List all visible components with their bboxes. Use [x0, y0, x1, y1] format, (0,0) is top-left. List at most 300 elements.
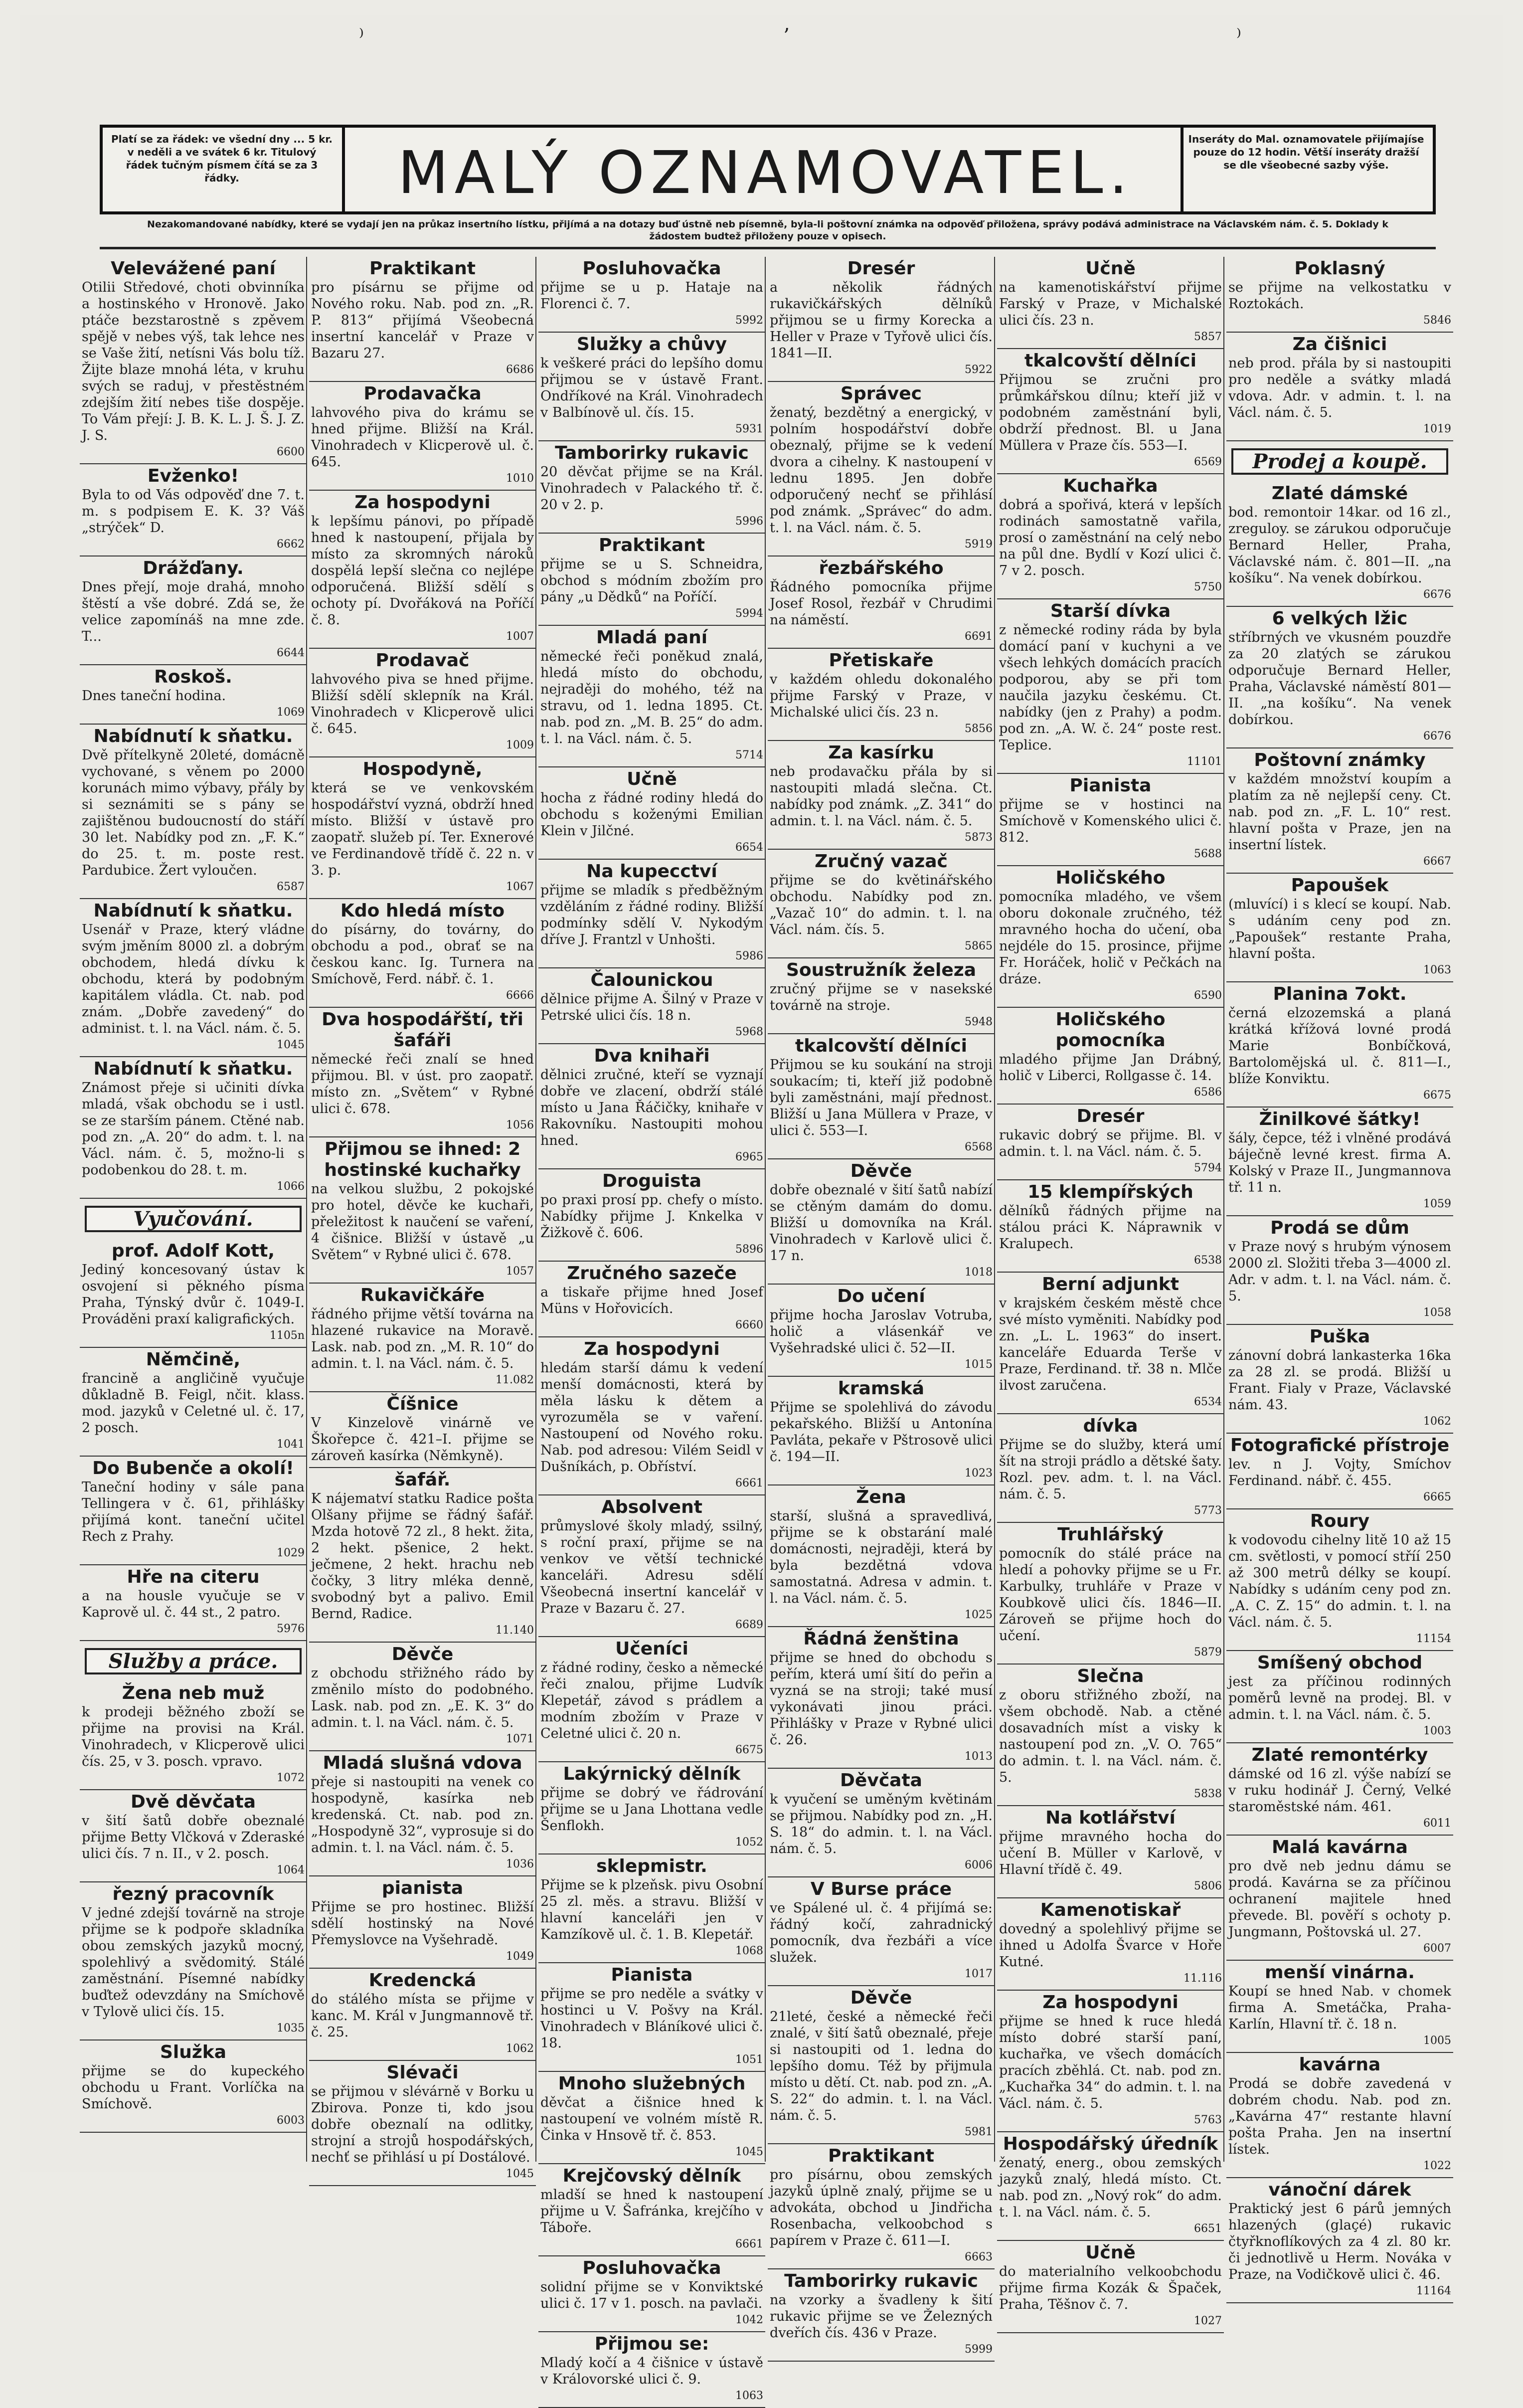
ad-number: 6651: [1194, 2223, 1222, 2235]
ad-column: [309, 257, 536, 2180]
ad-heading: Holičského pomocníka: [1055, 1009, 1166, 1051]
classified-ad: [1226, 1108, 1453, 1216]
ad-heading: Rukavičkáře: [360, 1285, 485, 1305]
ad-heading: Holičského: [1055, 868, 1166, 888]
ad-number: 6675: [735, 1744, 763, 1756]
classified-ad: [997, 1105, 1224, 1180]
classified-ad: [768, 649, 995, 741]
ad-number: 5896: [735, 1243, 763, 1256]
ad-text: Přijmou se zručni pro průmkářskou dílnu; kteří již v podobném zaměstnání byli, obdrží přednost. Bl. u Jana Müllera v Praze čís. 553—I.: [999, 372, 1222, 453]
ad-heading: Nabídnutí k sňatku.: [93, 901, 293, 921]
ad-heading: Číšnice: [386, 1394, 459, 1414]
ad-number: 1027: [1194, 2315, 1222, 2327]
classified-ad: [80, 464, 307, 556]
ad-heading: Prodá se dům: [1270, 1218, 1409, 1238]
ad-heading: Pianista: [611, 1965, 693, 1985]
ad-number: 1003: [1423, 1725, 1451, 1737]
ad-heading: Roury: [1310, 1511, 1370, 1531]
ad-heading: Velevážené paní: [111, 258, 276, 279]
ad-text: pro dvě neb jednu dámu se prodá. Kavárna se za příčinou ochranení majitele hned převede. Bl. pověří s ochoty p. Jungmann, Poštovská ul. 27.: [1228, 1858, 1451, 1940]
ad-number: 1071: [506, 1733, 534, 1745]
classified-ad: [309, 1468, 536, 1643]
classified-ad: [80, 1348, 307, 1457]
ad-heading: Prodavač: [375, 650, 470, 671]
classified-ad: [538, 441, 765, 534]
classified-ad: [309, 257, 536, 382]
ad-heading: Služka: [160, 2042, 227, 2062]
ad-number: 6003: [277, 2114, 305, 2127]
classified-ad: [768, 850, 995, 958]
ad-heading: Truhlářský: [1057, 1524, 1164, 1545]
classified-ad: [997, 1523, 1224, 1665]
ad-number: 1017: [965, 1968, 993, 1980]
ad-heading: Do Bubenče a okolí!: [92, 1458, 294, 1479]
classified-ad: [997, 1898, 1224, 1991]
classified-ad: [80, 1882, 307, 2040]
ad-text: dělníků řádných přijme na stálou práci K. Náprawnik v Kralupech.: [999, 1203, 1222, 1252]
ad-number: 1036: [506, 1858, 534, 1870]
ad-number: 5922: [965, 364, 993, 376]
ad-number: 1041: [277, 1438, 305, 1451]
ad-text: Řádného pomocníka přijme Josef Rosol, řezbář v Chrudimi na náměstí.: [770, 579, 993, 628]
ad-text: děvčat a čišnice hned k nastoupení ve volném místě R. Činka v Hnsově tř. č. 853.: [540, 2095, 763, 2143]
ad-number: 5865: [965, 940, 993, 952]
ad-heading: Puška: [1309, 1326, 1370, 1347]
classified-ad: [538, 2332, 765, 2408]
classified-ad: [768, 1877, 995, 1986]
ad-number: 6569: [1194, 456, 1222, 468]
ad-text: přijme se mladík s předběžným vzděláním z řádné rodiny. Bližší podmínky sdělí V. Nykodým dříve J. Frantzl v Unhošti.: [540, 883, 763, 947]
pricing-note: Platí se za řádek: ve všední dny ... 5 kr. v neděli a ve svátek 6 kr. Titulový řádek tučným písmem čítá se za 3 řádky.: [111, 133, 333, 184]
ad-text: přijme se u p. Hataje na Florenci č. 7.: [540, 280, 763, 312]
ad-text: k vyučení se uměným květinám se přijmou. Nabídky pod zn. „H. S. 18“ do admin. t. l. na Václ. nám. č. 5.: [770, 1792, 993, 1856]
ad-column: [80, 257, 307, 2162]
classified-ad: [309, 1751, 536, 1876]
classified-ad: [768, 1627, 995, 1769]
classified-ad: [538, 1169, 765, 1262]
classified-ad: [1226, 1743, 1453, 1836]
ad-number: 5992: [735, 314, 763, 327]
ad-heading: Němčině,: [146, 1349, 241, 1370]
ad-number: 6666: [506, 989, 534, 1002]
ad-number: 1007: [506, 630, 534, 643]
classified-ad: [538, 1262, 765, 1337]
ad-heading: kavárna: [1299, 2054, 1381, 2075]
ad-number: 1069: [277, 706, 305, 719]
ad-text: pro písárnu, obou zemských jazyků úplně znalý, přijme se u advokáta, obchod u Jindřicha Rosenbacha, velkoobchod s papírem v Praze č. 611—I.: [770, 2167, 993, 2248]
ad-text: neb prod. přála by si nastoupiti pro neděle a svátky mladá vdova. Adr. v admin. t. l. na Václ. nám. č. 5.: [1228, 356, 1451, 420]
ad-number: 6665: [1423, 1491, 1451, 1503]
ad-text: k veškeré práci do lepšího domu přijmou se v ústavě Frant. Ondříkové na Král. Vinohradech v Balbínově ul. čís. 15.: [540, 356, 763, 420]
ad-text: mladého přijme Jan Drábný, holič v Liberci, Rollgasse č. 14.: [999, 1052, 1222, 1084]
ad-number: 5794: [1194, 1162, 1222, 1174]
ad-text: francině a angličině vyučuje důkladně B. Feigl, nčit. klass. mod. jazyků v Celetné ul. č. 17, 2 posch.: [82, 1371, 305, 1436]
ad-text: Přijme se do služby, která umí šít na stroji prádlo a dětské šaty. Rozl. pev. adm. t. l. na Václ. nám. č. 5.: [999, 1437, 1222, 1502]
ad-heading: Za kasírku: [828, 742, 934, 763]
ad-heading: Zručného sazeče: [567, 1263, 737, 1284]
ad-text: v Praze nový s hrubým výnosem 2000 zl. Složiti třeba 3—4000 zl. Adr. v adm. t. l. na Václ. nám. č. 5.: [1228, 1239, 1451, 1304]
ad-heading: Berní adjunkt: [1042, 1274, 1179, 1295]
ad-text: K nájematví statku Radice pošta Olšany přijme se řádný šafář. Mzda hotově 72 zl., 8 hekt. žita, 2 hekt. pšenice, 2 hekt. ječmene, 2 hekt. hrachu neb čočky, 3 litry mléka denně, svobodný byt a palivo. Emil Bernd, Radice.: [311, 1491, 534, 1622]
ad-text: dělnici zručné, kteří se vyznají dobře ve zlacení, obdrží stálé místo u Jana Řáčičky, knihaře v Rakovníku. Nastoupiti mohou hned.: [540, 1067, 763, 1148]
classified-ad: [768, 2269, 995, 2362]
classified-ad: [997, 2241, 1224, 2333]
ad-heading: Za hospodyni: [584, 1339, 720, 1359]
ad-text: v krajském českém městě chce své místo vyměniti. Nabídky pod zn. „L. L. 1963“ do insert. kanceláře Eduarda Terše v Praze, Ferdinand. tř. 38 n. Mlče ilvost zaručena.: [999, 1296, 1222, 1393]
ad-heading: Kamenotiskař: [1040, 1900, 1181, 1920]
classified-ad: [1226, 2178, 1453, 2303]
ad-text: v každém ohledu dokonalého přijme Farský v Praze, v Michalské ulici čís. 23 n.: [770, 672, 993, 720]
ad-number: 5846: [1423, 314, 1451, 327]
classified-ad: [997, 774, 1224, 866]
classified-ad: [1226, 1509, 1453, 1651]
ad-number: 1018: [965, 1266, 993, 1279]
ad-heading: Žena: [856, 1487, 906, 1507]
ad-text: šály, čepce, též i vlněné prodává báječně levné krest. firma A. Kolský v Praze II., Jungmannova tř. 11 n.: [1228, 1130, 1451, 1195]
ad-number: 1022: [1423, 2160, 1451, 2172]
classified-ad: [1226, 1836, 1453, 1961]
ad-heading: tkalcovští dělníci: [1024, 351, 1196, 371]
ad-text: k vodovodu cihelny litě 10 až 15 cm. světlosti, v pomocí stříí 250 až 300 metrů délky se koupí. Nabídky s udáním ceny pod zn. „A. C. Z. 15“ do admin. t. l. na Václ. nám. č. 5.: [1228, 1532, 1451, 1630]
ad-text: průmyslové školy mladý, ssilný, s roční praxí, přijme se na venkov ve větší technické kanceláři. Adresu sdělí Všeobecná insertní kancelář v Praze v Bazaru č. 27.: [540, 1518, 763, 1616]
classified-ad: [768, 1159, 995, 1285]
ad-heading: Mnoho služebných: [558, 2073, 746, 2094]
ad-number: 11101: [1187, 755, 1222, 768]
classified-ad: [1226, 1434, 1453, 1509]
ad-number: 6662: [277, 538, 305, 551]
classified-ad: [768, 958, 995, 1034]
ad-number: 1057: [506, 1265, 534, 1278]
ad-heading: Správec: [841, 383, 922, 404]
ad-text: dobře obeznalé v šití šatů nabízí se ctěným damám do domu. Bližší u domovníka na Král. Vinohradech v Karlově ulici č. 17 n.: [770, 1182, 993, 1264]
ad-number: 6676: [1423, 730, 1451, 742]
ad-heading: Evženko!: [147, 466, 239, 486]
column-rule: [994, 257, 995, 2162]
ad-text: lahvového piva se hned přijme. Bližší sdělí sklepník na Král. Vinohradech v Klicperově ulici č. 645.: [311, 672, 534, 737]
ad-text: přijme se do květinářského obchodu. Nabídky pod zn. „Vazač 10“ do admin. t. l. na Václ. nám. čís. 5.: [770, 873, 993, 937]
ad-text: přijme se hned do obchodu s peřím, která umí šití do peřin a vyzná se na stroji; také musí vykonávati jinou práci. Přihlášky v Praze v Rybné ulici č. 26.: [770, 1650, 993, 1748]
classified-ad: [80, 1239, 307, 1348]
masthead-box: [100, 125, 1436, 214]
ad-text: přijme mravného hocha do učení B. Müller v Karlově, v Hlavní třídě č. 49.: [999, 1829, 1222, 1877]
ad-heading: Poklasný: [1294, 258, 1385, 279]
ad-text: Usenář v Praze, který vládne svým jměním 8000 zl. a dobrým obchodem, hledá dívku k obchodu, která by podobným kapitálem vládla. Ct. nab. pod znám. „Dobře zavedený“ do administ. t. l. na Václ. nám. č. 5.: [82, 922, 305, 1036]
ad-heading: Učně: [1085, 2242, 1136, 2263]
ad-number: 6538: [1194, 1254, 1222, 1267]
ad-number: 6689: [735, 1619, 763, 1631]
ad-text: přeje si nastoupiti na venek co hospodyně, kasírka neb kredenská. Ct. nab. pod zn. „Hospodyně 32“, vyprosuje si do admin. t. l. na Václ. nám. č. 5.: [311, 1774, 534, 1855]
ad-number: 6663: [965, 2251, 993, 2263]
ad-heading: Dva hospodářští, tři šafáři: [322, 1009, 523, 1051]
ad-text: Otilii Středové, choti obvinníka a hostinského v Hronově. Jako ptáče bezstarostně s zpěvem spějě v nebes výš, tak lehce nes se Vaše žití, netísni Vás bolu tíž. Žijte blaze mnohá léta, v kruhu svých se raduj, v přestěstném zdejším žití nebes tiše dospěje. To Vám přejí: J. B. K. L. J. Š. J. Z. J. S.: [82, 280, 305, 443]
ad-text: německé řeči poněkud znalá, hledá místo do obchodu, nejraději do mohého, též na stravu, od 1. ledna 1895. Ct. nab. pod zn. „M. B. 25“ do adm. t. l. na Václ. nám. č. 5.: [540, 649, 763, 746]
ad-text: k lepšímu pánovi, po případě hned k nastoupení, přijala by místo za skromných nároků dospělá lepší slečna co nejlépe odporučená. Bližší sdělí s ochoty pí. Dvořáková na Poříčí č. 8.: [311, 514, 534, 628]
ad-heading: Děvčata: [840, 1770, 922, 1791]
ad-text: přijme se pro neděle a svátky v hostinci u V. Pošvy na Král. Vinohradech v Bláníkové ulici č. 18.: [540, 1986, 763, 2051]
ad-number: 6686: [506, 364, 534, 376]
ad-number: 1072: [277, 1772, 305, 1784]
ad-text: na kamenotiskářství přijme Farský v Praze, v Michalské ulici čís. 23 n.: [999, 280, 1222, 328]
ad-text: z oboru střižného zboží, na všem obchodě. Nab. a ctěné dosavadních míst a visky k nastoupení pod zn. „V. O. 765“ do admin. t. l. na Václ. nám. č. 5.: [999, 1687, 1222, 1785]
header-rule: [100, 247, 1436, 249]
classified-ad: [309, 1969, 536, 2061]
ad-number: 5919: [965, 538, 993, 551]
classified-ad: [1226, 2053, 1453, 2178]
classified-ad: [538, 860, 765, 968]
ad-text: solidní přijme se v Konviktské ulici č. 17 v 1. posch. na pavlači.: [540, 2279, 763, 2311]
ad-text: 21leté, české a německé řeči znalé, v šití šatů obeznalé, přeje si nastoupiti od 1. ledna do lepšího domu. Též by přijmula místo u dětí. Ct. nab. pod zn. „A. S. 22“ do admin. t. l. na Václ. nám. č. 5.: [770, 2009, 993, 2123]
classified-ad: [538, 534, 765, 626]
ad-number: 1068: [735, 1945, 763, 1957]
ad-text: Jediný koncesovaný ústav k osvojení si pěkného písma Praha, Týnský dvůr č. 1049-I. Prováděni praxí kaligrafických.: [82, 1262, 305, 1327]
ad-text: přijme se u S. Schneidra, obchod s módním zbožím pro pány „u Dědků“ na Poříčí.: [540, 556, 763, 605]
ad-heading: Absolvent: [601, 1497, 702, 1517]
ad-heading: Praktikant: [828, 2146, 934, 2166]
ad-text: V Kinzelově vinárně ve Škořepce č. 421–I. přijme se zároveň kasírka (Němkyně).: [311, 1415, 534, 1464]
ad-number: 6676: [1423, 588, 1451, 601]
ad-text: řádného přijme větší továrna na hlazené rukavice na Moravě. Lask. nab. pod zn. „M. R. 10“ do admin. t. l. na Václ. nám. č. 5.: [311, 1306, 534, 1371]
ad-number: 1058: [1423, 1306, 1451, 1319]
ad-heading: Posluhovačka: [582, 258, 721, 279]
ad-heading: Posluhovačka: [582, 2258, 721, 2278]
ad-heading: Učně: [627, 769, 677, 789]
classified-ad: [768, 2144, 995, 2269]
column-rule: [535, 257, 536, 2162]
page-mark: ⁾: [1236, 25, 1241, 48]
ad-text: Známost přeje si učiniti dívka mladá, však obchodu se i ustl. se ze starším pánem. Ctěné nab. pod zn. „A. 20“ do adm. t. l. na Václ. nám. č. 5, možno-li s podobenkou do 28. t. m.: [82, 1080, 305, 1178]
classified-ad: [768, 1485, 995, 1627]
ad-text: dovedný a spolehlivý přijme se ihned u Adolfa Švarce v Hoře Kutné.: [999, 1921, 1222, 1970]
classified-ad: [768, 1986, 995, 2144]
ad-text: a tiskaře přijme hned Josef Müns v Hořovicích.: [540, 1285, 763, 1316]
ad-number: 5838: [1194, 1788, 1222, 1800]
masthead-divider: [1181, 128, 1184, 211]
ad-heading: Hře na citeru: [127, 1567, 260, 1587]
ad-text: lev. n J. Vojty, Smíchov Ferdinand. nábř. č. 455.: [1228, 1457, 1451, 1488]
classified-ad: [997, 599, 1224, 774]
ad-number: 5996: [735, 515, 763, 528]
ad-text: přijme hocha Jaroslav Votruba, holič a vlásenkář ve Vyšehradské ulici č. 52—II.: [770, 1307, 993, 1356]
ad-heading: Tamborirky rukavic: [555, 443, 749, 463]
ad-heading: kramská: [838, 1378, 925, 1399]
classified-ad: [768, 1377, 995, 1485]
ad-heading: Zlaté dámské: [1271, 483, 1408, 504]
ad-text: V jedné zdejší továrně na stroje přijme se k podpoře skladníka obou zemských jazyků mocný, spolehlivý a svědomitý. Stálé zaměstnání. Písemné nabídky buďtež odevzdány na Smíchově v Tylově ulici čís. 15.: [82, 1905, 305, 2020]
ad-column: [538, 257, 765, 2402]
classified-ad: [309, 382, 536, 491]
classified-ad: [768, 1034, 995, 1159]
ad-text: na velkou službu, 2 pokojské pro hotel, děvče ke kuchaři, přeležitost k naučení se vaření, 4 čišnice. Bližší v ústavě „u Světem“ v Rybné ulici č. 678.: [311, 1181, 534, 1263]
classified-ad: [997, 1180, 1224, 1273]
ad-number: 1067: [506, 881, 534, 893]
ad-text: hocha z řádné rodiny hledá do obchodu s koženými Emilian Klein v Jilčné.: [540, 790, 763, 839]
ad-text: ženatý, energ., obou zemských jazyků znalý, hledá místo. Ct. nab. pod zn. „Nový rok“ do adm. t. l. na Václ. nám. č. 5.: [999, 2155, 1222, 2220]
classified-ad: [1226, 482, 1453, 607]
classified-ad: [997, 866, 1224, 1008]
classified-ad: [309, 649, 536, 757]
classified-ad: [80, 556, 307, 665]
page-mark: ʼ: [783, 25, 789, 48]
column-rule: [1223, 257, 1224, 2162]
ad-heading: šafář.: [394, 1470, 451, 1490]
ad-column: [997, 257, 1224, 2327]
ad-text: do materialního velkoobchodu přijme firma Kozák & Špaček, Praha, Těšnov č. 7.: [999, 2264, 1222, 2312]
ad-heading: Malá kavárna: [1272, 1837, 1408, 1857]
ad-text: mladší se hned k nastoupení přijme u V. Šafránka, krejčího v Táboře.: [540, 2187, 763, 2235]
classified-ad: [997, 2132, 1224, 2241]
ad-number: 1023: [965, 1467, 993, 1480]
ad-number: 1015: [965, 1358, 993, 1371]
ad-text: Přijme se pro hostinec. Bližší sdělí hostinský na Nové Přemyslovce na Vyšehradě.: [311, 1899, 534, 1948]
ad-number: 6587: [277, 881, 305, 893]
ad-number: 6590: [1194, 989, 1222, 1002]
classified-ad: [1226, 333, 1453, 441]
ad-number: 1045: [277, 1039, 305, 1051]
ad-heading: Čalounickou: [590, 970, 713, 990]
ad-number: 1056: [506, 1119, 534, 1131]
ad-heading: Děvče: [850, 1161, 912, 1181]
ad-number: 5750: [1194, 581, 1222, 593]
ad-number: 11164: [1416, 2285, 1451, 2297]
ad-text: (mluvící) i s klecí se koupí. Nab. s udáním ceny pod zn. „Papoušek“ restante Praha, hlavní pošta.: [1228, 897, 1451, 961]
ad-heading: Hospodářský úředník: [1003, 2134, 1218, 2154]
ad-number: 11.082: [496, 1374, 534, 1386]
ad-heading: Mladá slušná vdova: [323, 1753, 522, 1773]
ad-text: 20 děvčat přijme se na Král. Vinohradech v Palackého tř. č. 20 v 2. p.: [540, 464, 763, 513]
ad-text: Mladý kočí a 4 čišnice v ústavě v Královorské ulici č. 9.: [540, 2355, 763, 2387]
ad-heading: Za čišnici: [1292, 334, 1387, 355]
ad-number: 5763: [1194, 2114, 1222, 2126]
ad-text: lahvového piva do krámu se hned přijme. Bližší na Král. Vinohradech v Klicperově ul. č. 645.: [311, 405, 534, 470]
ad-heading: Řádná ženština: [803, 1629, 959, 1649]
ad-number: 5994: [735, 607, 763, 620]
ad-number: 5999: [965, 2343, 993, 2356]
classified-ad: [1226, 1651, 1453, 1743]
ad-text: se přijmou v slévárně v Borku u Zbirova. Ponze ti, kdo jsou dobře obeznalí na odlitky, strojní a strojů hospodářských, nechť se přihlásí u pí Dostálové.: [311, 2084, 534, 2165]
ad-heading: Hospodyně,: [362, 759, 483, 779]
ad-text: německé řeči znalí se hned přijmou. Bl. v úst. pro zaopatř. místo zn. „Světem“ v Rybné ulici č. 678.: [311, 1052, 534, 1116]
ad-text: dělnice přijme A. Šilný v Praze v Petrské ulici čís. 18 n.: [540, 991, 763, 1023]
ad-text: jest za příčinou rodinných poměrů levně na prodej. Bl. v admin. t. l. na Václ. nám. č. 5.: [1228, 1674, 1451, 1722]
classified-ad: [768, 257, 995, 382]
classified-ad: [538, 2072, 765, 2164]
ad-number: 1064: [277, 1864, 305, 1876]
ad-number: 11.116: [1184, 1972, 1222, 1985]
classified-ad: [309, 491, 536, 649]
ad-number: 1025: [965, 1609, 993, 1621]
classified-ad: [997, 1008, 1224, 1105]
ad-text: Dnes taneční hodina.: [82, 688, 226, 704]
ad-text: Přijme se spolehlivá do závodu pekařského. Bližší u Antonína Pavláta, pekaře v Pštrosově ulici č. 194—II.: [770, 1400, 993, 1465]
ad-number: 6661: [735, 2238, 763, 2250]
classified-ad: [538, 1495, 765, 1637]
classified-ad: [538, 1044, 765, 1169]
ad-text: do stálého místa se přijme v kanc. M. Král v Jungmannově tř. č. 25.: [311, 1992, 534, 2040]
classified-ad: [80, 725, 307, 899]
ad-heading: Kdo hledá místo: [340, 901, 505, 921]
ad-number: 6534: [1194, 1396, 1222, 1408]
ad-text: z německé rodiny ráda by byla domácí paní v kuchyni a ve všech lehkých domácích pracích podporou, aby se při tom naučila jazyku českému. Ct. nabídky (jen z Prahy) a podm. pod zn. „A. W. č. 24“ poste rest. Teplice.: [999, 622, 1222, 753]
ad-number: 1010: [506, 472, 534, 485]
ad-heading: Slévači: [386, 2062, 459, 2083]
ad-heading: vánoční dárek: [1268, 2180, 1411, 2200]
ad-number: 6586: [1194, 1086, 1222, 1099]
ad-number: 5856: [965, 723, 993, 735]
classified-ad: [309, 1137, 536, 1284]
ad-heading: Tamborirky rukavic: [784, 2271, 978, 2291]
ad-text: z řádné rodiny, česko a německé řeči znalou, přijme Ludvík Klepetář, závod s prádlem a modním zbožím v Praze v Celetné ulici č. 20 n.: [540, 1660, 763, 1741]
ad-number: 1063: [735, 2390, 763, 2402]
section-heading: Prodej a koupě.: [1231, 448, 1448, 475]
classified-ad: [80, 899, 307, 1057]
ad-text: a na housle vyučuje se v Kaprově ul. č. 44 st., 2 patro.: [82, 1588, 305, 1620]
ad-number: 1052: [735, 1836, 763, 1849]
ad-number: 6660: [735, 1319, 763, 1331]
classified-ad: [997, 1806, 1224, 1898]
page-mark: ⁾: [359, 25, 364, 48]
ad-text: ve Spálené ul. č. 4 přijímá se: řádný kočí, zahradnický pomocník, dva řezbáři a více služek.: [770, 1900, 993, 1965]
ad-number: 6661: [735, 1477, 763, 1489]
classified-ad: [768, 1285, 995, 1377]
ad-heading: Soustružník železa: [786, 960, 977, 980]
ad-text: pomocníka mladého, ve všem oboru dokonale zručného, též mravného hocha do učení, oba nejdéle do 15. prosince, přijme Fr. Horáček, holič v Pečkách na dráze.: [999, 889, 1222, 987]
ad-heading: Děvče: [391, 1644, 454, 1665]
ad-heading: Učně: [1085, 258, 1136, 279]
ad-number: 1009: [506, 739, 534, 751]
ad-text: která se ve venkovském hospodářství vyzná, obdrží hned místo. Bližší v ústavě pro zaopatř. služeb pí. Ter. Exnerové ve Ferdinandově třídě č. 22 n. v 3. p.: [311, 780, 534, 878]
ad-heading: Kredencká: [368, 1970, 477, 1991]
classified-ad: [309, 1876, 536, 1969]
ad-number: 5688: [1194, 848, 1222, 860]
ad-heading: Pianista: [1069, 775, 1152, 796]
classified-ad: [538, 2256, 765, 2332]
ad-text: hledám starší dámu k vedení menší domácnosti, která by měla lásku k dětem a vyrozuměla se v vaření. Nastoupení od Nového roku. Nab. pod adresou: Vilém Seidl v Dušníkách, p. Obříství.: [540, 1360, 763, 1475]
ad-number: 1045: [506, 2168, 534, 2180]
ad-heading: Do učení: [837, 1286, 925, 1306]
ad-heading: 15 klempířských: [1027, 1182, 1193, 1202]
classified-ad: [1226, 874, 1453, 982]
ad-text: a několik řádných rukavičkářských dělníků přijmou se u firmy Korecka a Heller v Praze v Tyřově ulici čís. 1841—II.: [770, 280, 993, 361]
ad-number: 5981: [965, 2126, 993, 2138]
classified-ad: [80, 665, 307, 725]
classified-ad: [997, 349, 1224, 474]
ad-number: 1029: [277, 1547, 305, 1559]
ad-heading: Dresér: [1076, 1106, 1145, 1126]
ad-heading: Přijmou se ihned: 2 hostinské kuchařky: [324, 1139, 521, 1180]
ad-text: dobrá a spořivá, která v lepších rodinách samostatně vařila, prosí o zaměstnání na celý nebo na půl dne. Bydlí v Kozí ulici č. 7 v 2. posch.: [999, 497, 1222, 578]
ad-text: pro písárnu se přijme od Nového roku. Nab. pod zn. „R. P. 813“ přijímá Všeobecná insertní kancelář v Praze v Bazaru 27.: [311, 280, 534, 361]
ad-heading: Krejčovský dělník: [562, 2166, 741, 2186]
ad-text: z obchodu střižného rádo by změnilo místo do podobného. Lask. nab. pod zn. „E. K. 3“ do admin. t. l. na Václ. nám. č. 5.: [311, 1666, 534, 1730]
ad-number: 6644: [277, 647, 305, 659]
ad-heading: menší vinárna.: [1265, 1962, 1415, 1983]
ad-number: 5806: [1194, 1880, 1222, 1892]
ad-heading: řezný pracovník: [112, 1884, 274, 1904]
ad-number: 6007: [1423, 1942, 1451, 1955]
column-rule: [306, 257, 307, 2162]
classified-ad: [997, 257, 1224, 349]
section-heading: Vyučování.: [85, 1206, 302, 1232]
ad-heading: Učeníci: [615, 1639, 688, 1659]
classified-ad: [309, 757, 536, 899]
classified-ad: [1226, 1961, 1453, 2053]
ad-text: v šití šatů dobře obeznalé přijme Betty Vlčková v Zderaské ulici čís. 7 n. II., v 2. posch.: [82, 1813, 305, 1861]
ad-heading: Žena neb muž: [122, 1683, 265, 1703]
ad-heading: Mladá paní: [596, 627, 708, 648]
classified-ad: [309, 1392, 536, 1468]
ad-heading: Na kotlářství: [1045, 1808, 1176, 1828]
classified-ad: [80, 2040, 307, 2133]
